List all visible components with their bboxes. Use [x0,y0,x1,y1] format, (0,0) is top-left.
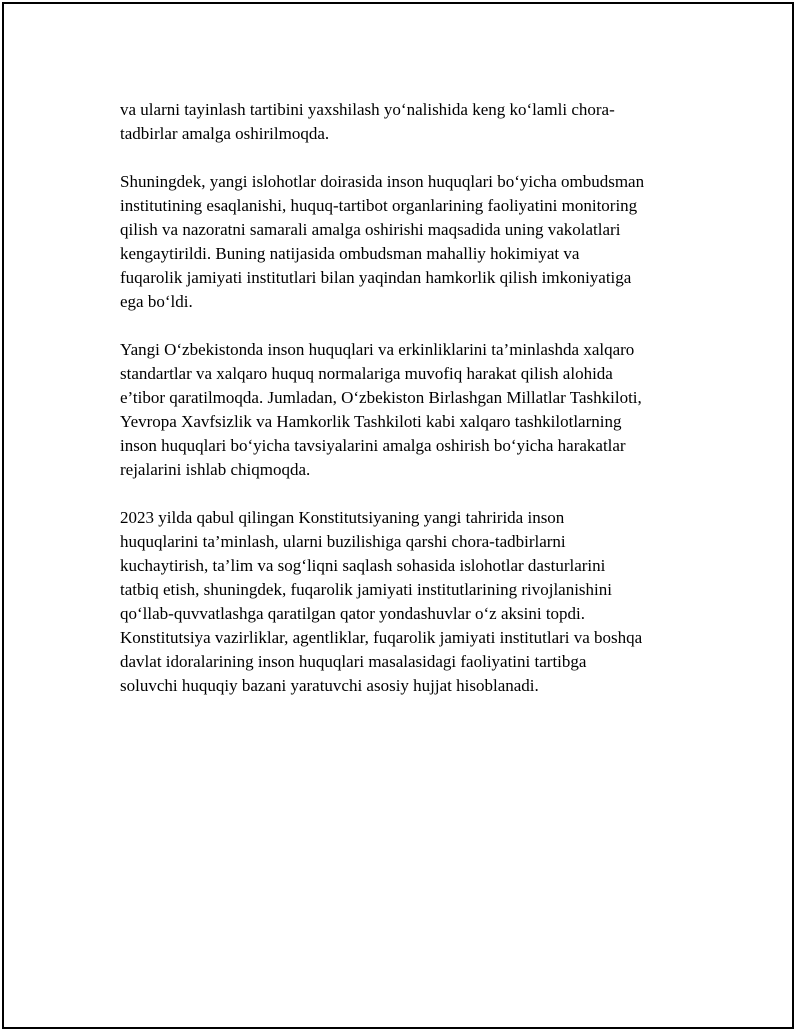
paragraph-1: va ularni tayinlash tartibini yaxshilash yo‘nalishida keng ko‘lamli chora- tadbirlar amalga oshirilmoqda. [120,100,615,143]
paragraph-3: Yangi O‘zbekistonda inson huquqlari va erkinliklarini ta’minlashda xalqaro standartlar va xalqaro huquq normalariga muvofiq harakat qilish alohida e’tibor qaratilmoqda. Jumladan, O‘zbekiston Birlashgan Millatlar Tashkiloti, Yevropa Xavfsizlik va Hamkorlik Tashkiloti kabi xalqaro tashkilotlarning inson huquqlari bo‘yicha tavsiyalarini amalga oshirish bo‘yicha harakatlar rejalarini ishlab chiqmoqda. [120,340,642,479]
paragraph-4: 2023 yilda qabul qilingan Konstitutsiyaning yangi tahririda inson huquqlarini ta’minlash, ularni buzilishiga qarshi chora-tadbirlarni kuchaytirish, ta’lim va sog‘liqni saqlash sohasida islohotlar dasturlarini tatbiq etish, shuningdek, fuqarolik jamiyati institutlarining rivojlanishini qo‘llab-quvvatlashga qaratilgan qator yondashuvlar o‘z aksini topdi. Konstitutsiya vazirliklar, agentliklar, fuqarolik jamiyati institutlari va boshqa davlat idoralarining inson huquqlari masalasidagi faoliyatini tartibga soluvchi huquqiy bazani yaratuvchi asosiy hujjat hisoblanadi. [120,508,643,695]
document-body [120,98,700,722]
paragraph-2: Shuningdek, yangi islohotlar doirasida inson huquqlari bo‘yicha ombudsman institutining esaqlanishi, huquq-tartibot organlarining faoliyatini monitoring qilish va nazoratni samarali amalga oshirishi maqsadida uning vakolatlari kengaytirildi. Buning natijasida ombudsman mahalliy hokimiyat va fuqarolik jamiyati institutlari bilan yaqindan hamkorlik qilish imkoniyatiga ega bo‘ldi. [120,172,645,311]
page-frame [2,2,794,1029]
